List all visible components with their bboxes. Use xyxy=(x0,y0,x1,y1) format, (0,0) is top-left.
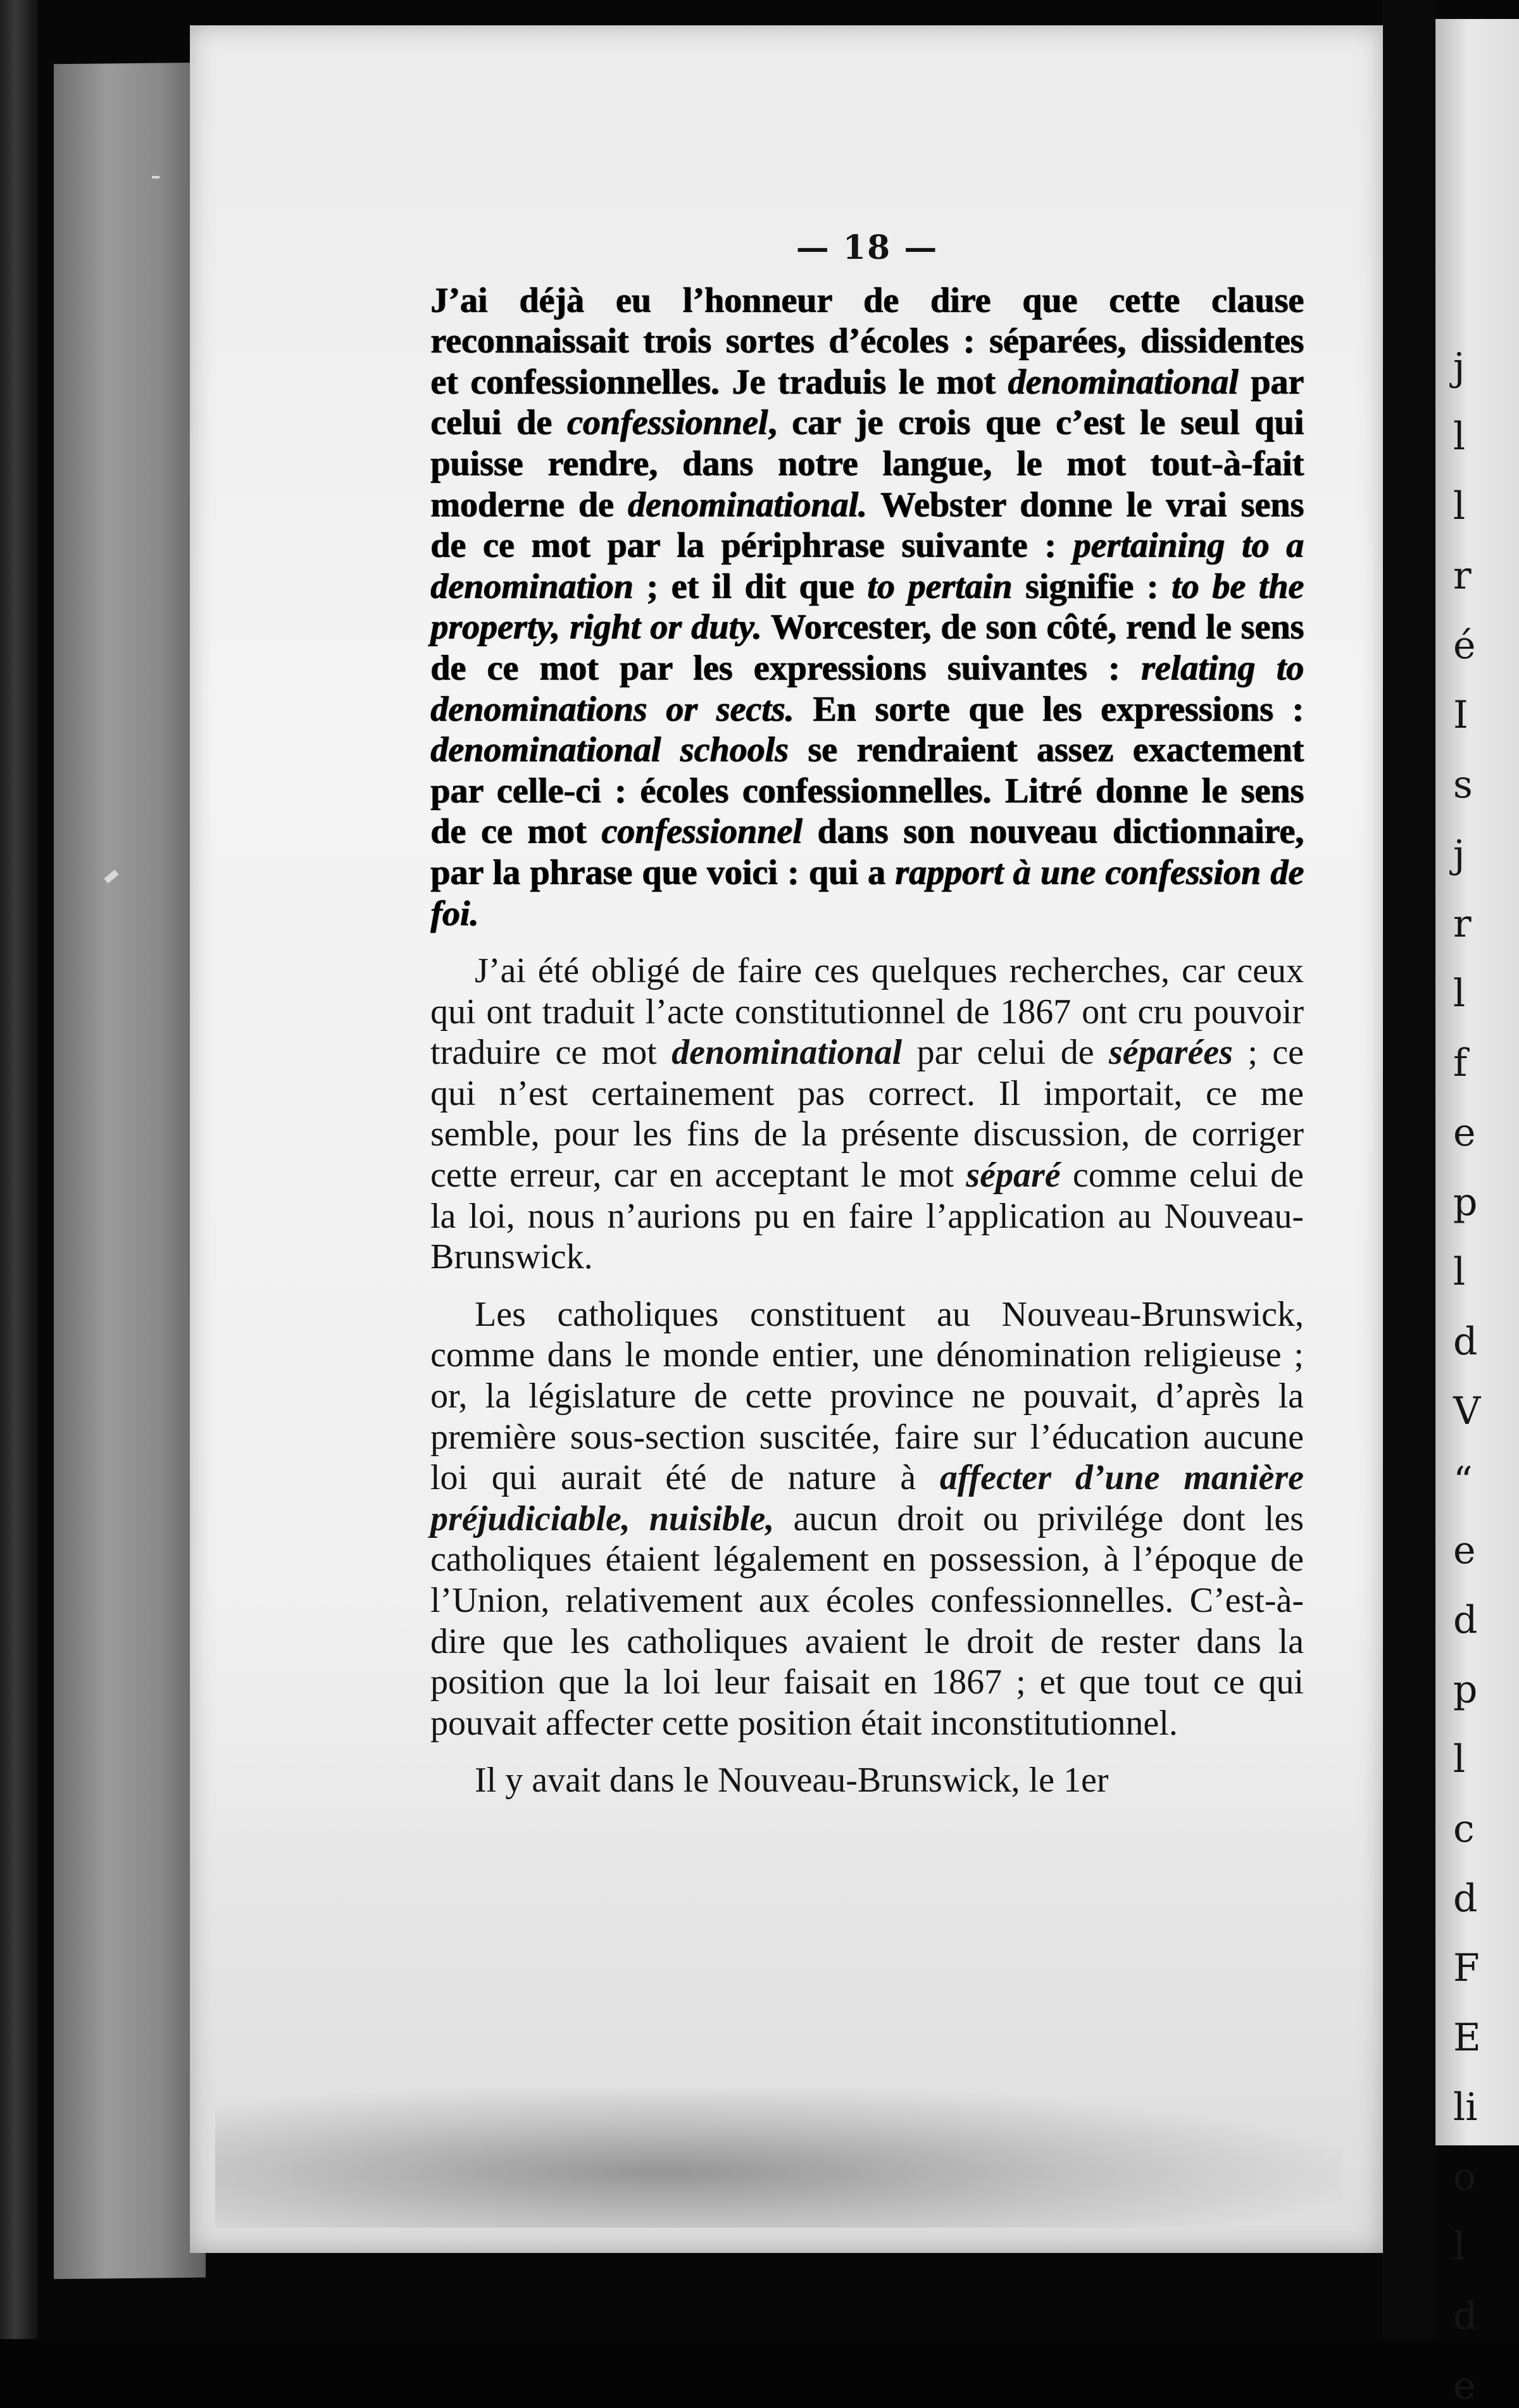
adjacent-page-letter: l xyxy=(1453,1250,1466,1294)
text-run: Webster donne le vrai sens de ce mot par la périphrase suivante : xyxy=(430,485,1304,566)
adjacent-page-letter: li xyxy=(1453,2085,1478,2130)
italic-run: relating to denominations or sects. xyxy=(430,648,1304,729)
adjacent-page-letter: e xyxy=(1453,1528,1476,1573)
italic-run: denominational xyxy=(1008,362,1239,402)
adjacent-page-letter: F xyxy=(1453,1946,1480,1990)
text-run: dans son nouveau dictionnaire, par la phrase que voici : qui a xyxy=(430,812,1304,892)
adjacent-page-letter: r xyxy=(1453,902,1472,946)
adjacent-page-letter: l xyxy=(1453,971,1466,1016)
adjacent-page-letter: d xyxy=(1453,1876,1478,1921)
scratch-mark xyxy=(152,176,159,178)
adjacent-page-letter: r xyxy=(1453,554,1472,598)
page-gutter xyxy=(1383,0,1437,2339)
text-run: signifie : xyxy=(1012,566,1172,606)
paragraph-2 xyxy=(430,951,1304,1278)
page-stain xyxy=(215,2088,1342,2228)
paragraph-1 xyxy=(430,280,1304,935)
adjacent-page-letter: d xyxy=(1453,2294,1478,2338)
text-run: comme celui de la loi, nous n’aurions pu en faire l’application au Nouveau-Brunswick. xyxy=(430,1156,1304,1277)
adjacent-page-letter: é xyxy=(1453,623,1476,668)
text-run: Worcester, de son côté, rend le sens de ce mot par les expressions suivantes : xyxy=(430,608,1304,688)
text-run: J’ai déjà eu l’honneur de dire que cette clause reconnaissait trois sortes d’écoles : séparées, dissidentes et confessionnelles. Je traduis le mot xyxy=(430,280,1304,402)
italic-run: to be the property, right or duty. xyxy=(430,566,1304,647)
adjacent-page-letter: E xyxy=(1453,2016,1481,2060)
text-run: ; ce qui n’est certainement pas correct. Il importait, ce me semble, pour les fins de la présente discussion, de corriger cette erreur, car en acceptant le mot xyxy=(430,1033,1304,1195)
adjacent-page-letter: l xyxy=(1453,415,1466,459)
paragraph-4 xyxy=(430,1760,1304,1801)
text-run: par celui de xyxy=(430,362,1304,443)
text-run: Les catholiques constituent au Nouveau-Brunswick, comme dans le monde entier, une dénomination religieuse ; or, la législature de cette province ne pouvait, d’après la première sous-section suscitée, faire sur l’éducation aucune loi qui aurait été de nature à xyxy=(430,1294,1304,1498)
text-run: J’ai été obligé de faire ces quelques recherches, car ceux qui ont traduit l’acte constitutionnel de 1867 ont cru pouvoir traduire ce mot xyxy=(430,951,1304,1073)
film-edge xyxy=(0,0,38,2339)
adjacent-page-letter: j xyxy=(1453,832,1465,876)
italic-run: séparées xyxy=(1109,1033,1233,1073)
adjacent-page-letter: e xyxy=(1453,2364,1476,2408)
paragraph-3 xyxy=(430,1294,1304,1744)
italic-run: denominational schools xyxy=(430,730,789,770)
italic-run: denominational. xyxy=(627,485,867,525)
page-number: — 18 — xyxy=(796,228,939,267)
binding-page-edge xyxy=(54,63,206,2280)
adjacent-page-letter: e xyxy=(1453,1111,1476,1155)
adjacent-page-letter: l xyxy=(1453,2224,1466,2269)
adjacent-page-letter: p xyxy=(1453,1668,1478,1712)
italic-run: séparé xyxy=(966,1156,1061,1195)
adjacent-page-fragment xyxy=(1435,19,1519,2408)
italic-run: confessionnel xyxy=(566,403,768,443)
adjacent-page-letter: o xyxy=(1453,2155,1477,2199)
adjacent-page-letter: c xyxy=(1453,1807,1475,1851)
adjacent-page-letter: f xyxy=(1453,1041,1468,1085)
text-run: , car je crois que c’est le seul qui puisse rendre, dans notre langue, le mot tout-à-fait moderne de xyxy=(430,403,1304,525)
italic-run: confessionnel xyxy=(601,812,803,852)
italic-run: pertaining to a denomination xyxy=(430,526,1304,606)
text-run: par celui de xyxy=(902,1033,1109,1073)
adjacent-page-letter: s xyxy=(1453,763,1473,807)
page-text xyxy=(430,228,1304,1801)
italic-run: rapport à une confession de foi. xyxy=(430,852,1304,933)
text-run: ; et il dit que xyxy=(633,566,868,606)
adjacent-page-letter: l xyxy=(1453,1737,1466,1781)
text-run: En sorte que les expressions : xyxy=(794,689,1304,729)
adjacent-page-letter: p xyxy=(1453,1180,1478,1225)
text-run: aucun droit ou privilége dont les catholiques étaient légalement en possession, à l’époque de l’Union, relativement aux écoles confessionnelles. C’est-à-dire que les catholiques avaient le droit de rester dans la position que la loi leur faisait en 1867 ; et que tout ce qui pouvait affecter cette position était inconstitutionnel. xyxy=(430,1499,1304,1743)
adjacent-page-letter: “ xyxy=(1453,1459,1473,1503)
text-run: se rendraient assez exactement par celle-ci : écoles confessionnelles. Litré donne le sens de ce mot xyxy=(430,730,1304,852)
italic-run: to pertain xyxy=(867,566,1013,606)
italic-run: denominational xyxy=(672,1033,903,1073)
text-run: Il y avait dans le Nouveau-Brunswick, le 1er xyxy=(475,1761,1109,1800)
adjacent-page-letter: V xyxy=(1453,1389,1481,1433)
adjacent-page-letter: d xyxy=(1453,1319,1478,1364)
adjacent-page-letter: I xyxy=(1453,693,1468,737)
adjacent-page-letter: j xyxy=(1453,345,1465,389)
adjacent-page-letter: l xyxy=(1453,484,1466,528)
adjacent-page-letter: d xyxy=(1453,1598,1478,1642)
italic-run: affecter d’une manière préjudiciable, nuisible, xyxy=(430,1458,1304,1538)
